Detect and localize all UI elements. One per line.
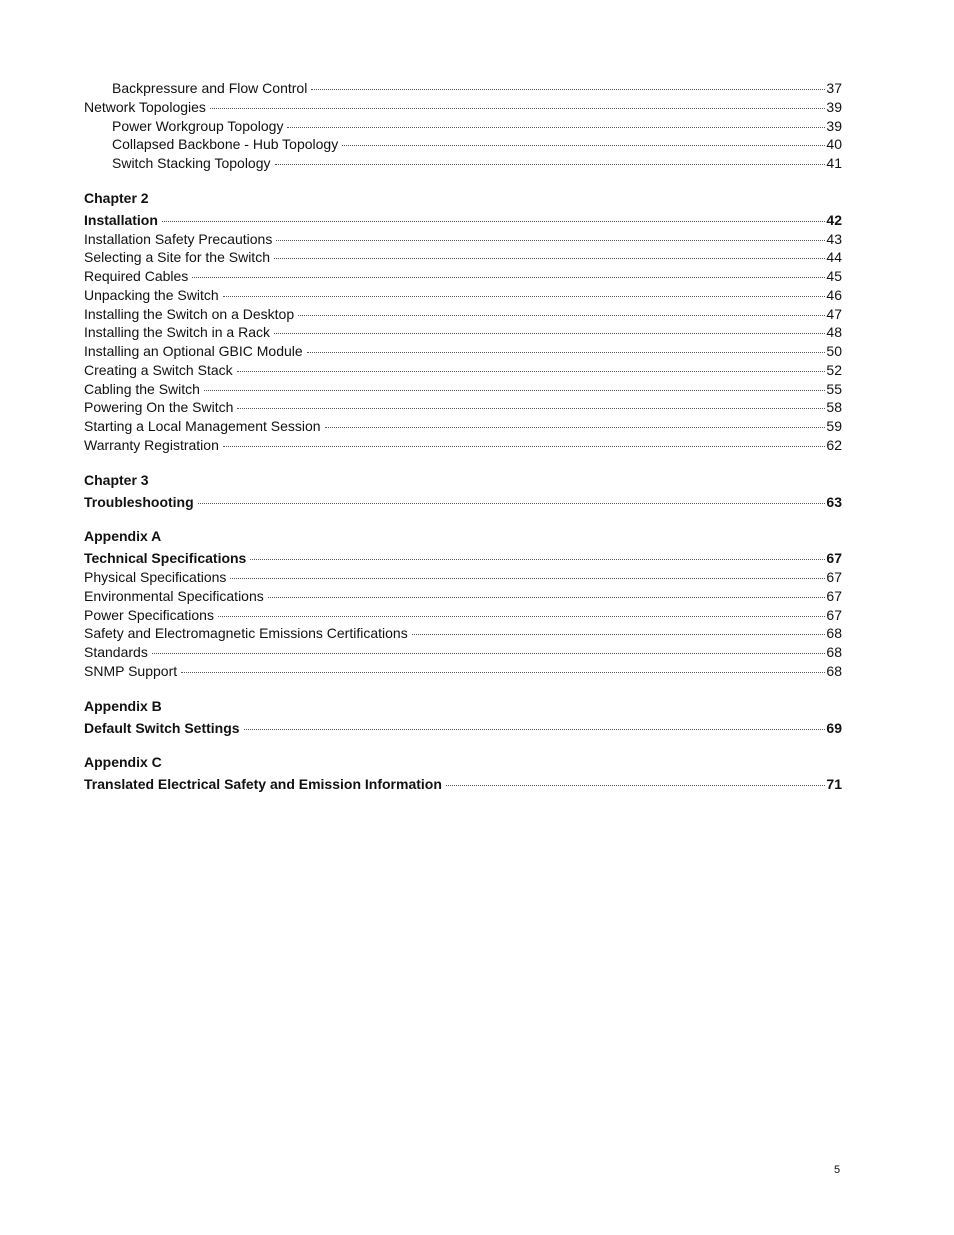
dot-leader bbox=[275, 163, 826, 165]
toc-entry-page: 68 bbox=[826, 662, 842, 679]
toc-entry-page: 68 bbox=[826, 644, 842, 660]
toc-entry[interactable] bbox=[84, 606, 842, 625]
toc-entry-title: Warranty Registration bbox=[84, 436, 219, 453]
toc-entry-page: 52 bbox=[826, 361, 842, 378]
dot-leader bbox=[223, 295, 826, 297]
dot-leader bbox=[268, 596, 826, 598]
dot-leader bbox=[325, 426, 826, 428]
toc-entry-page: 63 bbox=[826, 493, 842, 510]
dot-leader bbox=[198, 502, 826, 504]
toc-entry[interactable] bbox=[84, 568, 842, 587]
toc-entry-title: Network Topologies bbox=[84, 98, 206, 115]
dot-leader bbox=[244, 728, 826, 730]
dot-leader bbox=[230, 577, 825, 579]
dot-leader bbox=[181, 671, 825, 673]
toc-section bbox=[84, 471, 842, 512]
toc-entry-page: 67 bbox=[826, 587, 842, 604]
toc-entry[interactable] bbox=[84, 211, 842, 230]
toc-entry-title: Cabling the Switch bbox=[84, 380, 200, 397]
dot-leader bbox=[298, 314, 825, 316]
toc-entry-title: Troubleshooting bbox=[84, 493, 194, 510]
toc-entry-page: 67 bbox=[826, 550, 842, 567]
toc-entry-page: 68 bbox=[826, 625, 842, 642]
toc-entry-title: Creating a Switch Stack bbox=[84, 361, 233, 378]
dot-leader bbox=[276, 239, 825, 241]
toc-entry-page: 50 bbox=[826, 343, 842, 359]
toc-entry-title: Backpressure and Flow Control bbox=[112, 80, 308, 96]
toc-entry-title: Switch Stacking Topology bbox=[112, 155, 271, 171]
toc-entry-page: 39 bbox=[826, 98, 842, 115]
toc-entry[interactable] bbox=[84, 493, 842, 512]
toc-entry[interactable] bbox=[84, 775, 842, 794]
toc-entry-title: Powering On the Switch bbox=[84, 399, 234, 416]
toc-entry-page: 62 bbox=[826, 436, 842, 453]
toc-section bbox=[84, 753, 842, 794]
toc-entry-title: Collapsed Backbone - Hub Topology bbox=[112, 136, 339, 153]
toc-entry-page: 69 bbox=[826, 719, 842, 736]
toc-entry[interactable] bbox=[84, 587, 842, 606]
toc-entry[interactable] bbox=[84, 719, 842, 738]
toc-entry-page: 40 bbox=[826, 136, 842, 153]
toc-entry-page: 45 bbox=[826, 268, 842, 284]
toc-section bbox=[84, 697, 842, 738]
toc-entry-title: Default Switch Settings bbox=[84, 719, 240, 736]
toc-entry-title: Technical Specifications bbox=[84, 550, 247, 567]
toc-entry-title: Standards bbox=[84, 644, 148, 660]
toc-section bbox=[84, 527, 842, 680]
toc-entry-page: 47 bbox=[826, 305, 842, 322]
toc-entry-title: Installing an Optional GBIC Module bbox=[84, 343, 303, 359]
toc-entry-page: 46 bbox=[826, 286, 842, 303]
toc-entry-page: 67 bbox=[826, 569, 842, 585]
dot-leader bbox=[274, 332, 825, 334]
toc-entry[interactable] bbox=[84, 305, 842, 324]
toc-entry-title: Environmental Specifications bbox=[84, 587, 264, 604]
toc-entry[interactable] bbox=[84, 380, 842, 399]
toc-entry-title: Power Workgroup Topology bbox=[112, 117, 284, 134]
page-number: 5 bbox=[834, 1164, 841, 1176]
toc-entry-title: Installation bbox=[84, 211, 158, 228]
chapter-heading: Appendix B bbox=[84, 697, 162, 714]
toc-entry-title: Required Cables bbox=[84, 268, 189, 284]
toc-entry-title: Installing the Switch on a Desktop bbox=[84, 305, 295, 322]
toc-entry[interactable] bbox=[84, 417, 842, 436]
toc-entry[interactable] bbox=[84, 398, 842, 417]
toc-entry[interactable] bbox=[84, 286, 842, 305]
toc-entry[interactable] bbox=[84, 248, 842, 267]
toc-entry-page: 67 bbox=[826, 606, 842, 623]
toc-entry[interactable] bbox=[84, 436, 842, 455]
toc-entry-page: 55 bbox=[826, 380, 842, 397]
dot-leader bbox=[446, 784, 826, 786]
dot-leader bbox=[412, 633, 826, 635]
toc-entry-title: Installation Safety Precautions bbox=[84, 230, 273, 247]
dot-leader bbox=[311, 88, 825, 90]
toc-entry[interactable] bbox=[84, 154, 842, 173]
toc-section bbox=[84, 189, 842, 455]
dot-leader bbox=[307, 351, 826, 353]
toc-entry[interactable] bbox=[84, 662, 842, 681]
toc-entry-page: 71 bbox=[826, 776, 842, 793]
dot-leader bbox=[204, 389, 825, 391]
dot-leader bbox=[287, 126, 825, 128]
toc-entry-title: Power Specifications bbox=[84, 606, 214, 623]
toc-entry-title: Installing the Switch in a Rack bbox=[84, 324, 270, 341]
toc-entry-page: 48 bbox=[826, 324, 842, 341]
toc-entry[interactable] bbox=[84, 135, 842, 154]
dot-leader bbox=[223, 445, 826, 447]
dot-leader bbox=[152, 652, 826, 654]
dot-leader bbox=[237, 370, 826, 372]
chapter-heading: Chapter 2 bbox=[84, 189, 149, 206]
toc-entry-page: 37 bbox=[826, 80, 842, 96]
toc-entry-title: Translated Electrical Safety and Emission Information bbox=[84, 776, 442, 793]
chapter-heading: Appendix A bbox=[84, 528, 162, 545]
toc-entry-page: 41 bbox=[826, 155, 842, 171]
toc-entry-title: Physical Specifications bbox=[84, 569, 227, 585]
dot-leader bbox=[218, 615, 825, 617]
toc-entry[interactable] bbox=[84, 361, 842, 380]
toc-entry[interactable] bbox=[84, 643, 842, 662]
toc-section bbox=[84, 79, 842, 173]
toc-entry-page: 42 bbox=[826, 211, 842, 228]
toc-entry-page: 58 bbox=[826, 399, 842, 416]
toc-entry[interactable] bbox=[84, 117, 842, 136]
toc-entry[interactable] bbox=[84, 549, 842, 568]
toc-entry-title: Unpacking the Switch bbox=[84, 286, 219, 303]
toc-entry-page: 59 bbox=[826, 418, 842, 434]
chapter-heading: Chapter 3 bbox=[84, 471, 149, 488]
dot-leader bbox=[210, 107, 826, 109]
toc-entry[interactable] bbox=[84, 230, 842, 249]
dot-leader bbox=[237, 407, 825, 409]
toc-entry-page: 43 bbox=[826, 230, 842, 247]
toc-entry-page: 44 bbox=[826, 249, 842, 266]
toc-entry-title: Starting a Local Management Session bbox=[84, 418, 321, 434]
toc-entry-title: SNMP Support bbox=[84, 662, 178, 679]
toc-entry[interactable] bbox=[84, 79, 842, 98]
chapter-heading: Appendix C bbox=[84, 754, 162, 771]
toc-entry[interactable] bbox=[84, 624, 842, 643]
toc-entry-page: 39 bbox=[826, 117, 842, 134]
dot-leader bbox=[342, 144, 825, 146]
table-of-contents bbox=[84, 79, 842, 794]
dot-leader bbox=[162, 220, 826, 222]
toc-entry[interactable] bbox=[84, 98, 842, 117]
toc-entry-title: Selecting a Site for the Switch bbox=[84, 249, 270, 266]
dot-leader bbox=[274, 257, 825, 259]
dot-leader bbox=[250, 558, 825, 560]
dot-leader bbox=[192, 276, 825, 278]
toc-entry[interactable] bbox=[84, 267, 842, 286]
toc-entry-title: Safety and Electromagnetic Emissions Certifications bbox=[84, 625, 408, 642]
toc-entry[interactable] bbox=[84, 342, 842, 361]
toc-entry[interactable] bbox=[84, 323, 842, 342]
